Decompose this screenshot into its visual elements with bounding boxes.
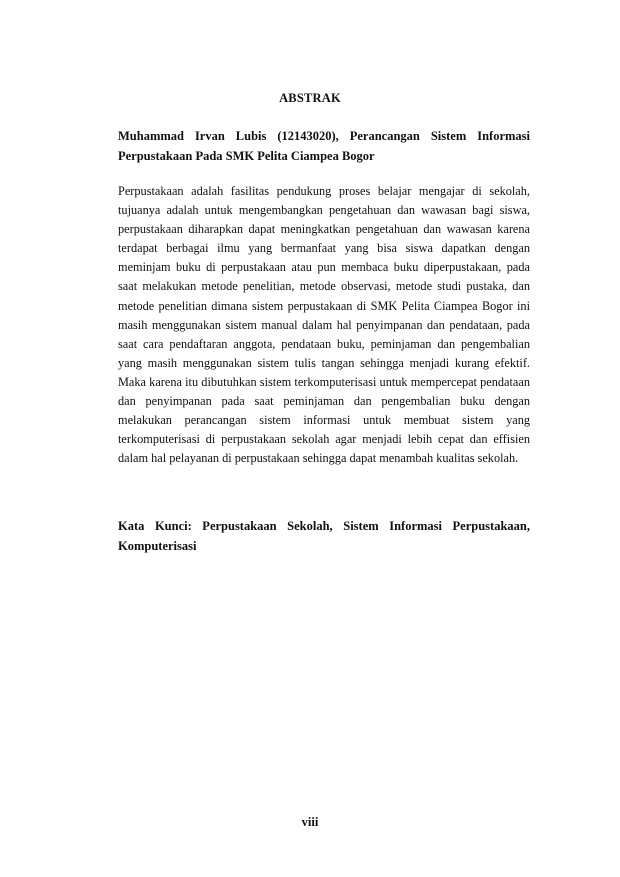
page-number: viii [301,815,319,829]
abstract-title: ABSTRAK [279,91,341,105]
keywords: Kata Kunci: Perpustakaan Sekolah, Sistem Informasi Perpustakaan, Komputerisasi [118,519,530,553]
author-and-thesis-title: Muhammad Irvan Lubis (12143020), Perancangan Sistem Informasi Perpustakaan Pada SMK Pelita Ciampea Bogor [118,129,530,163]
abstract-body-paragraph: Perpustakaan adalah fasilitas pendukung proses belajar mengajar di sekolah, tujuanya adalah untuk mengembangkan pengetahuan dan wawasan bagi siswa, perpustakaan diharapkan dapat meningkatkan pengetahuan dan wawasan karena terdapat berbagai ilmu yang bermanfaat yang bisa siswa dapatkan dengan meminjam buku di perpustakaan atau pun membaca buku diperpustakaan, pada saat melakukan metode penelitian, metode observasi, metode studi pustaka, dan metode penelitian dimana sistem perpustakaan di SMK Pelita Ciampea Bogor ini masih menggunakan sistem manual dalam hal penyimpanan dan pendataan, pada saat cara pendaftaran anggota, pendataan buku, peminjaman dan pengembalian yang masih menggunakan sistem tulis tangan sehingga menjadi kurang efektif. Maka karena itu dibutuhkan sistem terkomputerisasi untuk mempercepat pendataan dan penyimpanan pada saat peminjaman dan pengembalian buku dengan melakukan perancangan sistem informasi untuk membuat sistem yang terkomputerisasi di perpustakaan sekolah agar menjadi lebih cepat dan effisien dalam hal pelayanan di perpustakaan sehingga dapat menambah kualitas sekolah. [118,184,530,466]
